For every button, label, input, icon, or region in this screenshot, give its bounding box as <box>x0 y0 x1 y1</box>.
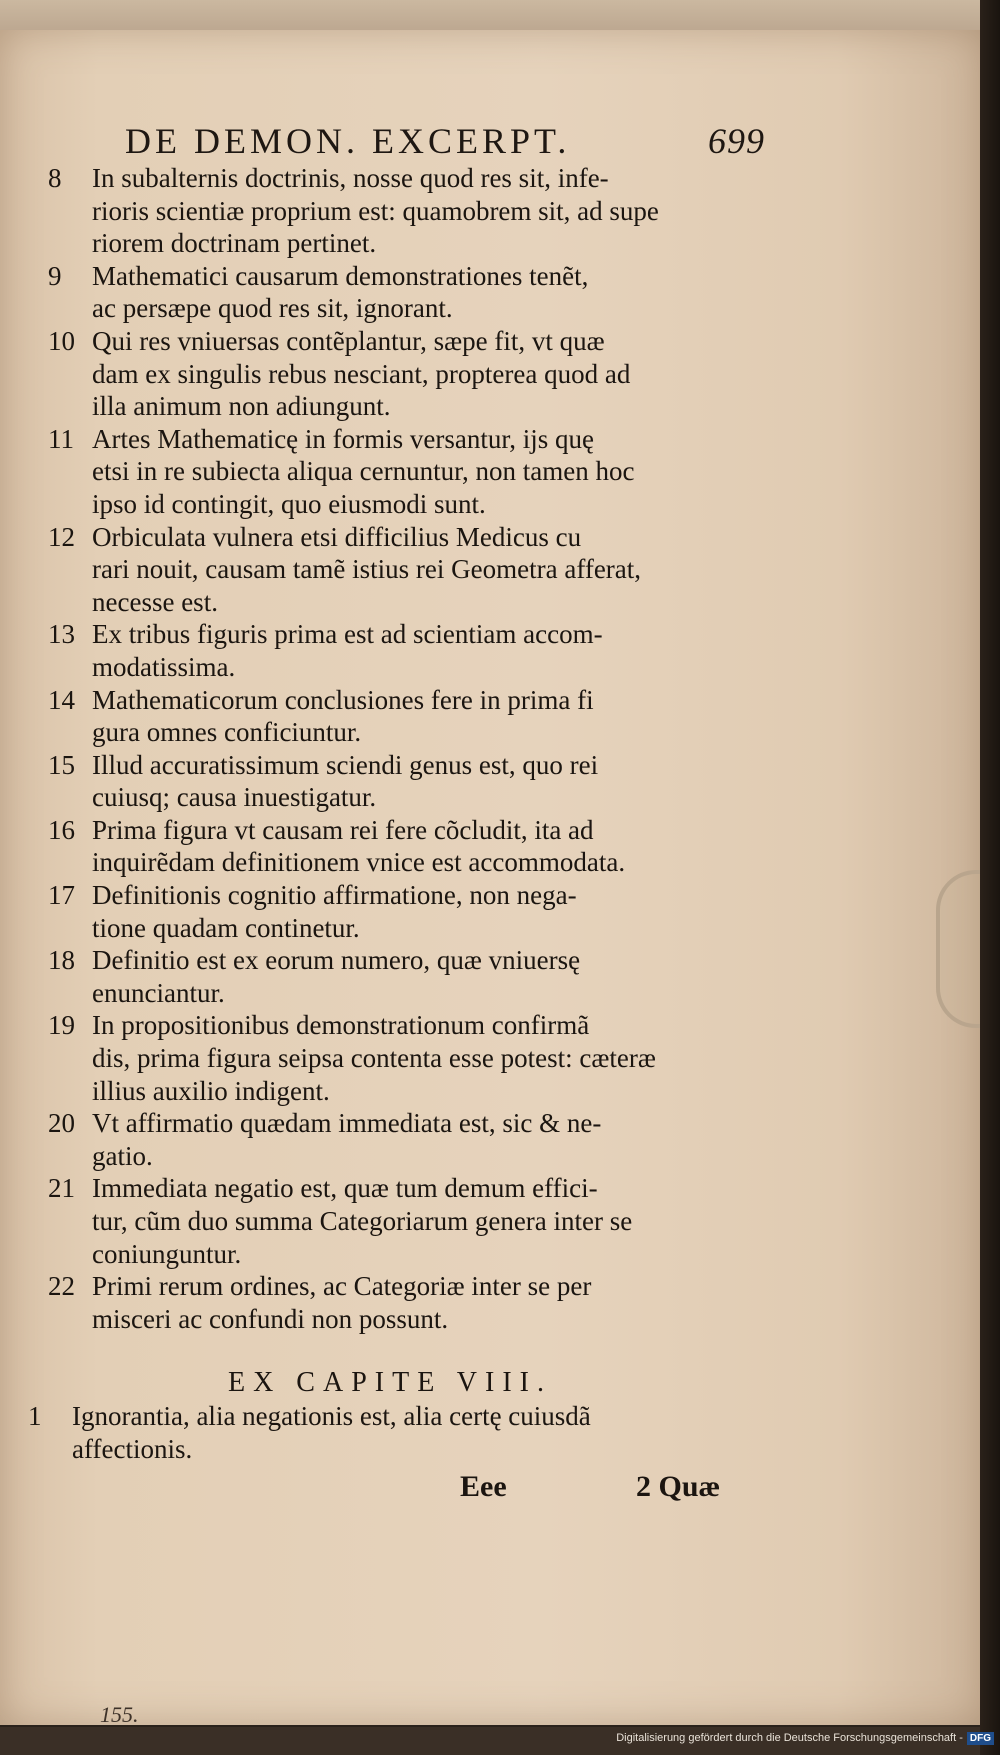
text-line <box>48 814 748 847</box>
line-text: Mathematicorum conclusiones fere in prima fi <box>92 684 594 715</box>
text-line <box>48 944 748 977</box>
line-text: tur, cũm duo summa Categoriarum genera inter se <box>92 1206 633 1236</box>
body-text <box>48 162 748 1335</box>
line-text: gura omnes conficiuntur. <box>92 717 362 748</box>
text-line <box>48 977 748 1010</box>
text-line <box>48 227 748 260</box>
line-text: illius auxilio indigent. <box>92 1075 330 1106</box>
line-number: 11 <box>48 423 74 454</box>
line-text: necesse est. <box>92 586 218 617</box>
line-number: 12 <box>48 521 75 552</box>
line-number: 19 <box>48 1010 75 1041</box>
text-line <box>48 684 748 717</box>
line-text: Ex tribus figuris prima est ad scientiam accom- <box>92 619 603 650</box>
line-text: Primi rerum ordines, ac Categoriæ inter se per <box>92 1271 592 1302</box>
text-line <box>48 260 748 293</box>
line-number: 18 <box>48 945 75 976</box>
line-number: 17 <box>48 880 75 911</box>
footer-credit: Digitalisierung gefördert durch die Deutsche Forschungsgemeinschaft - <box>616 1732 963 1744</box>
line-text: dam ex singulis rebus nesciant, propterea quod ad <box>92 358 631 389</box>
text-line <box>28 1400 748 1433</box>
text-line <box>48 553 748 586</box>
line-text: In propositionibus demonstrationum confirmã <box>92 1010 590 1041</box>
line-text: cuiusq; causa inuestigatur. <box>92 782 377 813</box>
section-heading: EX CAPITE VIII. <box>227 1367 552 1398</box>
text-line <box>48 1270 748 1303</box>
line-number: 1 <box>28 1401 42 1431</box>
text-line <box>48 325 748 358</box>
line-text: illa animum non adiungunt. <box>92 391 391 422</box>
line-number: 13 <box>48 619 75 650</box>
text-line <box>48 1107 748 1140</box>
text-line <box>48 879 748 912</box>
line-text: Definitio est ex eorum numero, quæ vniuersę <box>92 945 581 976</box>
text-line <box>48 521 748 554</box>
line-text: coniunguntur. <box>92 1238 242 1269</box>
line-text: rari nouit, causam tamẽ istius rei Geometra afferat, <box>92 554 642 585</box>
text-line <box>28 1433 748 1466</box>
page-top-strip <box>0 0 1000 32</box>
line-number: 15 <box>48 749 75 780</box>
text-line <box>48 1172 748 1205</box>
catchword: 2 Quæ <box>636 1470 721 1503</box>
line-number: 21 <box>48 1173 75 1204</box>
line-text: Artes Mathematicę in formis versantur, ijs quę <box>92 423 595 454</box>
text-line <box>48 195 748 228</box>
section-text <box>28 1400 748 1465</box>
text-line <box>48 651 748 684</box>
line-text: ac persæpe quod res sit, ignorant. <box>92 293 453 324</box>
text-line <box>48 781 748 814</box>
bottom-mark: 155. <box>100 1702 139 1727</box>
line-text: gatio. <box>92 1140 153 1171</box>
signature-mark: Eee <box>460 1470 507 1503</box>
text-line <box>48 455 748 488</box>
line-number: 20 <box>48 1108 75 1139</box>
line-text: tione quadam continetur. <box>92 912 360 943</box>
line-text: affectionis. <box>72 1433 193 1464</box>
line-number: 14 <box>48 684 75 715</box>
line-text: Prima figura vt causam rei fere cõcludit, ita ad <box>92 814 594 845</box>
text-line <box>48 1238 748 1271</box>
line-text: dis, prima figura seipsa contenta esse potest: cæteræ <box>92 1043 656 1074</box>
line-number: 16 <box>48 814 75 845</box>
digitization-footer <box>616 1729 994 1747</box>
text-line <box>48 1042 748 1075</box>
line-text: In subalternis doctrinis, nosse quod res sit, infe- <box>92 163 609 193</box>
text-line <box>48 618 748 651</box>
line-text: Vt affirmatio quædam immediata est, sic & ne- <box>92 1108 602 1139</box>
line-text: misceri ac confundi non possunt. <box>92 1303 449 1334</box>
line-text: Mathematici causarum demonstrationes tenẽt, <box>92 260 589 291</box>
line-text: Orbiculata vulnera etsi difficilius Medicus cu <box>92 521 582 552</box>
text-line <box>48 1009 748 1042</box>
page-number: 699 <box>708 121 765 161</box>
line-number: 9 <box>48 260 62 291</box>
line-text: enunciantur. <box>92 977 225 1008</box>
text-line <box>48 1205 748 1238</box>
line-text: modatissima. <box>92 651 236 682</box>
text-line <box>48 846 748 879</box>
line-text: Qui res vniuersas contẽplantur, sæpe fit, vt quæ <box>92 325 605 356</box>
text-line <box>48 488 748 521</box>
line-text: riorem doctrinam pertinet. <box>92 228 377 259</box>
line-text: ipso id contingit, quo eiusmodi sunt. <box>92 488 486 519</box>
text-line <box>48 1303 748 1336</box>
text-line <box>48 358 748 391</box>
line-number: 10 <box>48 325 75 356</box>
header-title: DE DEMON. EXCERPT. <box>125 121 571 161</box>
line-text: etsi in re subiecta aliqua cernuntur, non tamen hoc <box>92 456 635 487</box>
line-text: rioris scientiæ proprium est: quamobrem sit, ad supe <box>92 195 659 226</box>
text-line <box>48 1140 748 1173</box>
line-number: 8 <box>48 163 62 193</box>
text-line <box>48 716 748 749</box>
line-text: Definitionis cognitio affirmatione, non nega- <box>92 880 577 911</box>
text-line <box>48 162 748 195</box>
line-text: Immediata negatio est, quæ tum demum effici- <box>92 1173 598 1204</box>
line-number: 22 <box>48 1271 75 1302</box>
text-line <box>48 1075 748 1108</box>
dfg-logo: DFG <box>967 1732 994 1745</box>
text-line <box>48 423 748 456</box>
text-line <box>48 749 748 782</box>
text-line <box>48 586 748 619</box>
text-line <box>48 390 748 423</box>
book-edge <box>980 0 1000 1755</box>
text-line <box>48 292 748 325</box>
text-line <box>48 912 748 945</box>
line-text: Illud accuratissimum sciendi genus est, quo rei <box>92 749 599 780</box>
line-text: Ignorantia, alia negationis est, alia certę cuiusdã <box>72 1401 591 1431</box>
line-text: inquirẽdam definitionem vnice est accommodata. <box>92 847 626 878</box>
